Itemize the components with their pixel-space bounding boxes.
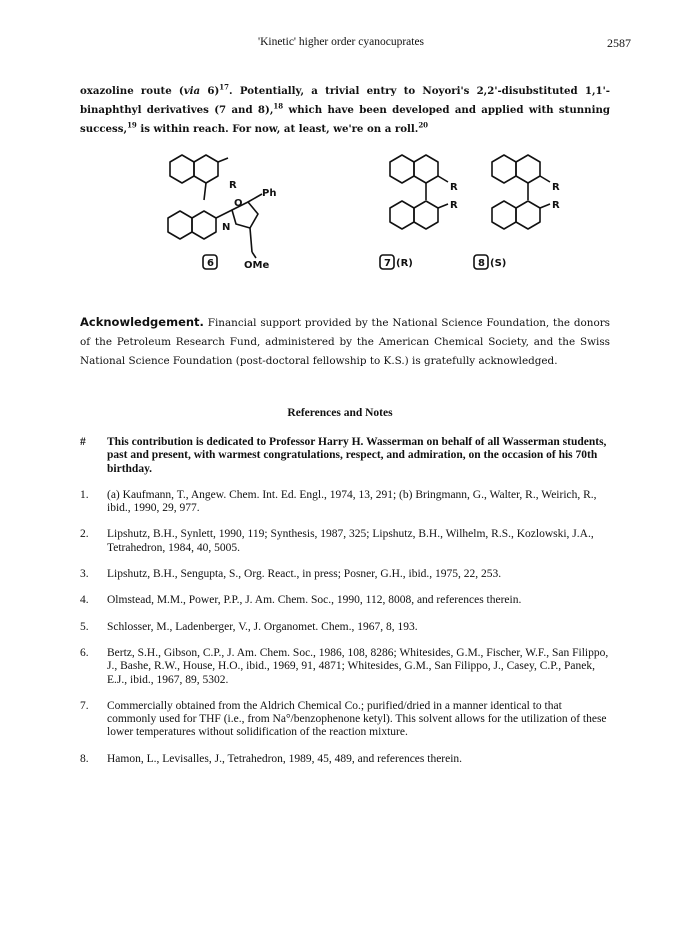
- intro-footnote-20: 20: [418, 120, 429, 130]
- structure-8: [492, 155, 550, 229]
- dedication-note: [80, 436, 612, 476]
- intro-via: via: [183, 85, 201, 97]
- reference-text: (a) Kaufmann, T., Angew. Chem. Int. Ed. Engl., 1974, 13, 291; (b) Bringmann, G., Walter, R., Weirich, R., ibid., 1990, 29, 977.: [107, 488, 597, 515]
- dedication-text: This contribution is dedicated to Professor Harry H. Wasserman on behalf of all Wasserman students, past and present, with warmest congratulations, respect, and admiration, on the occasion of his 70th birthday.: [107, 436, 607, 475]
- substituent-ome: OMe: [244, 260, 270, 271]
- intro-text-3: . Potentially, a trivial entry to Noyori's 2,2'-disubstituted 1,1'-binaphthyl derivatives (7 and 8),: [80, 85, 610, 116]
- intro-footnote-19: 19: [127, 120, 137, 130]
- dedication-marker: #: [80, 436, 86, 448]
- acknowledgement-paragraph: [80, 313, 610, 371]
- reference-number: 8.: [80, 752, 89, 765]
- ring-nitrogen: N: [222, 222, 231, 233]
- reference-item: [80, 568, 612, 581]
- reference-number: 2.: [80, 528, 89, 541]
- substituent-r-6: R: [229, 180, 237, 191]
- chemical-structures: [140, 148, 580, 288]
- reference-item: [80, 700, 612, 740]
- compound-config-7: (R): [396, 258, 413, 269]
- compound-number-7: 7: [384, 258, 391, 269]
- reference-number: 3.: [80, 568, 89, 581]
- intro-paragraph: [80, 82, 610, 139]
- compound-number-6: 6: [207, 258, 214, 269]
- substituent-r-8b: R: [552, 200, 560, 211]
- compound-config-8: (S): [490, 258, 507, 269]
- running-head: 'Kinetic' higher order cyanocuprates: [258, 36, 425, 48]
- reference-number: 1.: [80, 488, 89, 501]
- intro-text-4: which have been developed and applied with stunning success,: [80, 104, 610, 135]
- compound-number-8: 8: [478, 258, 485, 269]
- references-title: References and Notes: [287, 407, 393, 419]
- substituent-r-7b: R: [450, 200, 458, 211]
- reference-text: Bertz, S.H., Gibson, C.P., J. Am. Chem. Soc., 1986, 108, 8286; Whitesides, G.M., Fischer, W.F., San Filippo, J., Bashe, R.W., House, H.O., ibid., 1969, 91, 4871; Whitesides, G.M., San Filippo, J., Casey, C.P., Panek, E.J., ibid., 1967, 89, 5302.: [107, 646, 609, 686]
- substituent-r-8a: R: [552, 182, 560, 193]
- ring-oxygen: O: [234, 198, 243, 209]
- reference-number: 4.: [80, 594, 89, 607]
- references-list: [80, 436, 612, 779]
- reference-item: [80, 594, 612, 607]
- reference-number: 7.: [80, 699, 89, 712]
- intro-footnote-18: 18: [273, 101, 284, 111]
- reference-text: Hamon, L., Levisalles, J., Tetrahedron, 1989, 45, 489, and references therein.: [107, 752, 463, 765]
- reference-number: 6.: [80, 646, 89, 659]
- reference-item: [80, 621, 612, 634]
- structure-6: [168, 155, 262, 258]
- substituent-r-7a: R: [450, 182, 458, 193]
- reference-number: 5.: [80, 620, 89, 633]
- intro-text-1: oxazoline route (: [80, 85, 184, 97]
- substituent-ph: Ph: [262, 188, 277, 199]
- reference-item: [80, 753, 612, 766]
- reference-item: [80, 489, 612, 516]
- reference-text: Olmstead, M.M., Power, P.P., J. Am. Chem. Soc., 1990, 112, 8008, and references therein.: [107, 594, 522, 607]
- reference-text: Lipshutz, B.H., Sengupta, S., Org. React., in press; Posner, G.H., ibid., 1975, 22, 253.: [107, 568, 502, 581]
- reference-item: [80, 528, 612, 555]
- page-number: 2587: [607, 36, 631, 50]
- intro-footnote-17: 17: [219, 82, 230, 92]
- reference-text: Lipshutz, B.H., Synlett, 1990, 119; Synthesis, 1987, 325; Lipshutz, B.H., Wilhelm, R.S., Kozlowski, J.A., Tetrahedron, 1984, 40, 5005.: [107, 528, 594, 554]
- reference-text: Schlosser, M., Ladenberger, V., J. Organomet. Chem., 1967, 8, 193.: [107, 620, 418, 633]
- intro-text-5: is within reach. For now, at least, we're on a roll.: [136, 123, 419, 135]
- intro-text-2: 6): [200, 85, 220, 97]
- reference-item: [80, 647, 612, 687]
- acknowledgement-text: Financial support provided by the National Science Foundation, the donors of the Petroleum Research Fund, administered by the American Chemical Society, and the Swiss National Science Foundation (post-doctoral fellowship to K.S.) is gratefully acknowledged.: [80, 317, 610, 367]
- acknowledgement-heading: Acknowledgement.: [80, 315, 204, 329]
- structure-7: [390, 155, 448, 229]
- reference-text: Commercially obtained from the Aldrich Chemical Co.; purified/dried in a manner identical to that commonly used for THF (i.e., from Na°/benzophenone ketyl). This solvent allows for the utilization of these lower temperatures without solidification of the reaction mixture.: [107, 699, 607, 739]
